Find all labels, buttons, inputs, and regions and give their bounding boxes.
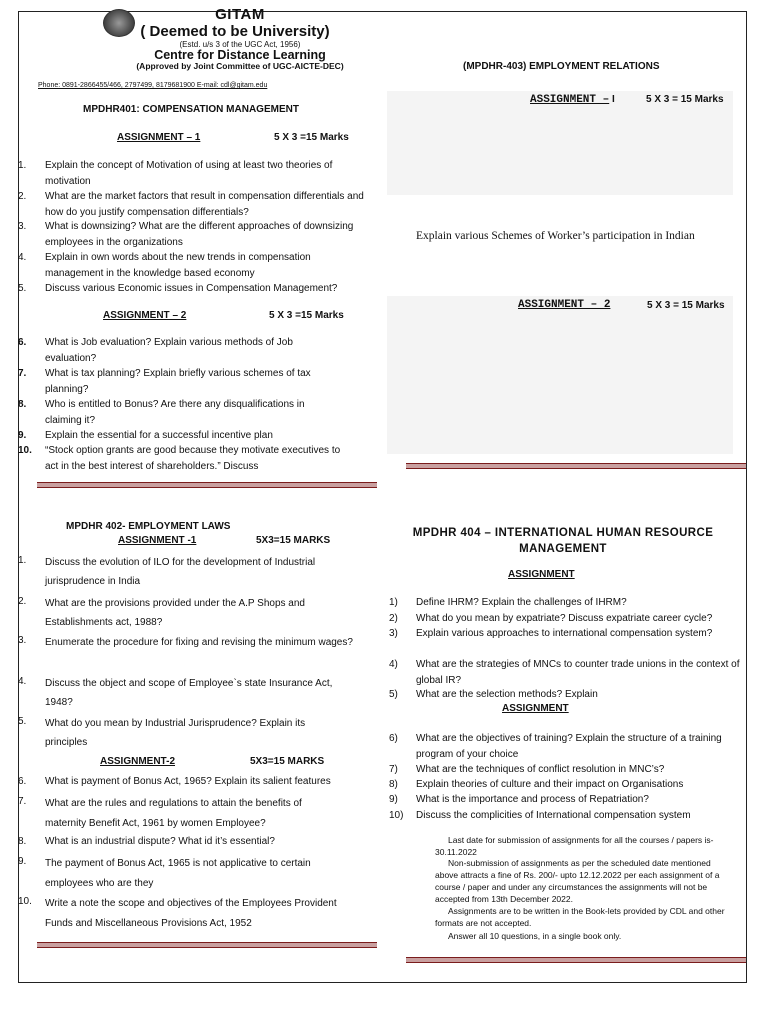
establishment-note: (Estd. u/s 3 of the UGC Act, 1956)	[179, 40, 301, 49]
question-number: 3.	[18, 221, 27, 232]
question-number: 6.	[18, 337, 27, 348]
question-text: Discuss various Economic issues in Compensation Management?	[45, 283, 338, 294]
question-number: 8.	[18, 836, 27, 847]
university-name: GITAM	[215, 6, 265, 23]
question-number: 1)	[389, 597, 398, 608]
note-booklets: Assignments are to be written in the Book-lets provided by CDL and other formats are not accepted.	[435, 906, 725, 928]
course-402-title: MPDHR 402- EMPLOYMENT LAWS	[66, 521, 231, 532]
question-text: What is an industrial dispute? What id it’s essential?	[45, 836, 275, 847]
c401-assignment-2-label: ASSIGNMENT – 2	[103, 310, 187, 321]
question-text: Enumerate the procedure for fixing and revising the minimum wages?	[45, 637, 353, 648]
question-number: 8.	[18, 399, 27, 410]
question-text: Who is entitled to Bonus? Are there any disqualifications in claiming it?	[45, 399, 305, 426]
c403-assignment-2-label: ASSIGNMENT – 2	[518, 299, 611, 311]
c403-assignment-1-heading	[530, 94, 615, 106]
question-number: 7.	[18, 368, 27, 379]
question-number: 4.	[18, 252, 27, 263]
question-number: 3)	[389, 628, 398, 639]
question-text: Explain various approaches to international compensation system?	[416, 628, 713, 639]
question-number: 1.	[18, 160, 27, 171]
course-404-title-line-2: MANAGEMENT	[519, 543, 607, 555]
section-divider	[406, 463, 746, 469]
course-403-title: (MPDHR-403) EMPLOYMENT RELATIONS	[463, 61, 660, 72]
question-text: Discuss the evolution of ILO for the development of Industrial jurisprudence in India	[45, 557, 316, 587]
c401-assignment-1-label: ASSIGNMENT – 1	[117, 132, 201, 143]
question-text: What do you mean by Industrial Jurisprudence? Explain its principles	[45, 718, 306, 748]
c403-assignment-1-suffix: I	[609, 94, 615, 105]
university-status: ( Deemed to be University)	[140, 23, 330, 40]
question-number: 7.	[18, 796, 27, 807]
course-404-title-line-1: MPDHR 404 – INTERNATIONAL HUMAN RESOURCE	[412, 527, 714, 539]
c404-assignment-2-label: ASSIGNMENT	[502, 703, 569, 714]
question-text: What is Job evaluation? Explain various methods of Job evaluation?	[45, 337, 293, 364]
question-number: 4)	[389, 659, 398, 670]
question-text: What is tax planning? Explain briefly various schemes of tax planning?	[45, 368, 311, 395]
approval-note: (Approved by Joint Committee of UGC-AICTE-DEC)	[136, 61, 344, 71]
question-text: Define IHRM? Explain the challenges of IHRM?	[416, 597, 627, 608]
shaded-panel	[387, 91, 733, 195]
c402-assignment-1-marks: 5X3=15 MARKS	[256, 535, 331, 546]
question-number: 10)	[389, 810, 404, 821]
question-number: 3.	[18, 635, 27, 646]
question-number: 1.	[18, 555, 27, 566]
question-number: 10.	[18, 896, 32, 907]
question-number: 9)	[389, 794, 398, 805]
question-number: 10.	[18, 445, 32, 456]
question-text: Explain theories of culture and their impact on Organisations	[416, 779, 684, 790]
question-text: “Stock option grants are good because they motivate executives to act in the best interest of shareholders.” Discuss	[45, 445, 341, 472]
question-text: Discuss the object and scope of Employee`s state Insurance Act, 1948?	[45, 678, 333, 708]
question-number: 2.	[18, 596, 27, 607]
question-number: 9.	[18, 856, 27, 867]
question-number: 9.	[18, 430, 27, 441]
question-text: Write a note the scope and objectives of the Employees Provident Funds and Miscellaneous Provisions Act, 1952	[45, 898, 337, 929]
question-number: 4.	[18, 676, 27, 687]
question-text: Explain the essential for a successful incentive plan	[45, 430, 273, 441]
c403-question-text: Explain various Schemes of Worker’s participation in Indian	[416, 230, 695, 242]
c401-assignment-1-marks: 5 X 3 =15 Marks	[274, 132, 349, 143]
section-divider	[37, 942, 377, 948]
question-text: Explain in own words about the new trends in compensation management in the knowledge based economy	[45, 252, 311, 279]
question-text: What are the objectives of training? Explain the structure of a training program of your choice	[416, 733, 722, 760]
question-text: What are the selection methods? Explain	[416, 689, 598, 700]
question-text: What is the importance and process of Repatriation?	[416, 794, 649, 805]
c403-assignment-1-label: ASSIGNMENT –	[530, 94, 610, 106]
question-number: 5.	[18, 716, 27, 727]
question-text: What are the rules and regulations to attain the benefits of maternity Benefit Act, 1961 by women Employee?	[45, 798, 302, 829]
question-text: The payment of Bonus Act, 1965 is not applicative to certain employees who are they	[45, 858, 311, 889]
question-text: What is downsizing? What are the different approaches of downsizing employees in the organizations	[45, 221, 354, 248]
section-divider	[406, 957, 746, 963]
question-text: What is payment of Bonus Act, 1965? Explain its salient features	[45, 776, 331, 787]
question-number: 6)	[389, 733, 398, 744]
note-fine: Non-submission of assignments as per the scheduled date mentioned above attracts a fine of Rs. 200/- upto 12.12.2022 per each assignment of a course / paper and under any circumstances the assignments will not be accepted from 13th December 2022.	[435, 858, 720, 904]
course-401-title: MPDHR401: COMPENSATION MANAGEMENT	[83, 104, 299, 115]
question-text: What are the strategies of MNCs to counter trade unions in the context of global IR?	[416, 659, 740, 686]
c404-assignment-1-label: ASSIGNMENT	[508, 569, 575, 580]
c402-assignment-2-label: ASSIGNMENT-2	[100, 756, 176, 767]
shaded-panel	[387, 296, 733, 454]
note-last-date: Last date for submission of assignments for all the courses / papers is- 30.11.2022	[435, 835, 714, 857]
question-number: 8)	[389, 779, 398, 790]
c403-assignment-2-marks: 5 X 3 = 15 Marks	[647, 300, 725, 311]
question-number: 6.	[18, 776, 27, 787]
question-number: 5.	[18, 283, 27, 294]
question-text: What do you mean by expatriate? Discuss expatriate career cycle?	[416, 613, 713, 624]
question-number: 7)	[389, 764, 398, 775]
question-text: What are the techniques of conflict resolution in MNC’s?	[416, 764, 665, 775]
course-404-title	[388, 525, 738, 557]
section-divider	[37, 482, 377, 488]
question-text: Explain the concept of Motivation of using at least two theories of motivation	[45, 160, 333, 187]
question-number: 5)	[389, 689, 398, 700]
question-text: Discuss the complicities of International compensation system	[416, 810, 691, 821]
question-text: What are the provisions provided under the A.P Shops and Establishments act, 1988?	[45, 598, 305, 628]
c402-assignment-1-label: ASSIGNMENT -1	[118, 535, 197, 546]
c401-assignment-2-marks: 5 X 3 =15 Marks	[269, 310, 344, 321]
note-answer-all: Answer all 10 questions, in a single book only.	[448, 931, 622, 941]
question-text: What are the market factors that result in compensation differentials and how do you justify compensation differentials?	[45, 191, 364, 218]
c403-assignment-1-marks: 5 X 3 = 15 Marks	[646, 94, 724, 105]
c402-assignment-2-marks: 5X3=15 MARKS	[250, 756, 325, 767]
question-number: 2)	[389, 613, 398, 624]
question-number: 2.	[18, 191, 27, 202]
centre-name: Centre for Distance Learning	[154, 48, 326, 62]
contact-line: Phone: 0891-2866455/466, 2797499, 8179681900 E-mail: cdl@gitam.edu	[38, 82, 268, 89]
